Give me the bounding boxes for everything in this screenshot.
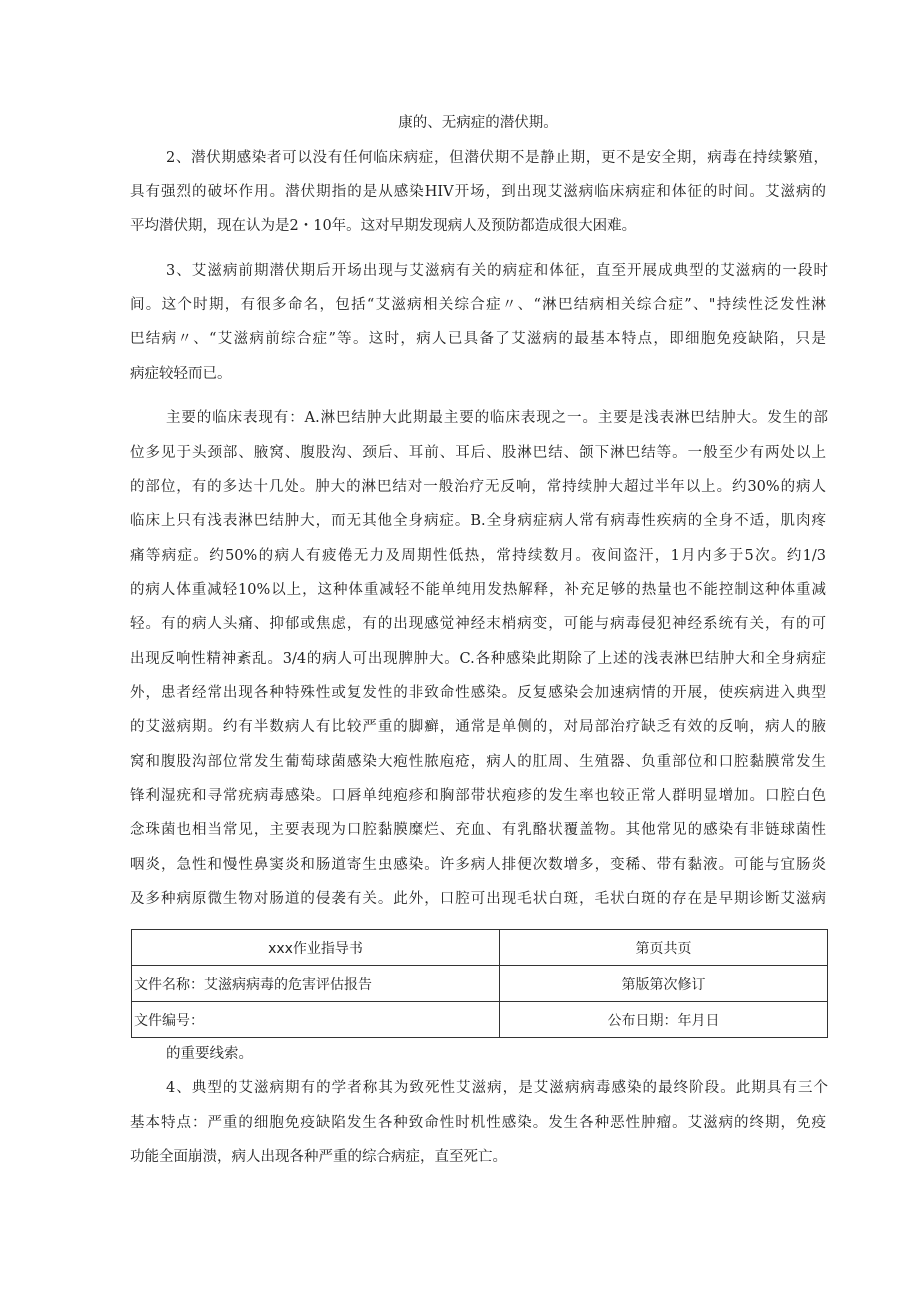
table-row xyxy=(132,966,828,1002)
text-line: 3、艾滋病前期潜伏期后开场出现与艾滋病有关的病症和体征，直至开展成典型的艾滋病的一段时 xyxy=(166,263,828,279)
text-line: 2、潜伏期感染者可以没有任何临床病症，但潜伏期不是静止期，更不是安全期，病毒在持续繁殖， xyxy=(166,150,828,166)
text-line: 康的、无病症的潜伏期。 xyxy=(398,115,558,131)
text-line: 的部位，有的多达十几处。肿大的淋巴结对一般治疗无反响，常持续肿大超过半年以上。约30%的病人 xyxy=(130,479,826,495)
text-line: 外，患者经常出现各种特殊性或复发性的非致命性感染。反复感染会加速病情的开展，使疾病进入典型 xyxy=(130,685,826,701)
text-line: 锋利湿疣和寻常疣病毒感染。口唇单纯疱疹和胸部带状疱疹的发生率也较正常人群明显增加。口腔白色 xyxy=(130,788,826,804)
text-line: 基本特点：严重的细胞免疫缺陷发生各种致命性时机性感染。发生各种恶性肿瘤。艾滋病的终期，免疫 xyxy=(130,1115,826,1131)
file-name-cell: 文件名称：艾滋病病毒的危害评估报告 xyxy=(132,966,500,1002)
text-line: 4、典型的艾滋病期有的学者称其为致死性艾滋病，是艾滋病病毒感染的最终阶段。此期具有三个 xyxy=(166,1080,828,1096)
document-title-cell: xxx作业指导书 xyxy=(132,930,500,966)
text-line: 痛等病症。约50%的病人有疲倦无力及周期性低热，常持续数月。夜间盗汗，1月内多于5次。约1/3 xyxy=(130,548,826,564)
revision-cell: 第版第次修订 xyxy=(500,966,828,1002)
text-line: 窝和腹股沟部位常发生葡萄球菌感染大疱性脓庖疮，病人的肛周、生殖器、负重部位和口腔黏膜常发生 xyxy=(130,754,826,770)
table-row xyxy=(132,1002,828,1038)
table-row xyxy=(132,930,828,966)
text-line: 具有强烈的破坏作用。潜伏期指的是从感染HIV开场，到出现艾滋病临床病症和体征的时间。艾滋病的 xyxy=(130,184,826,200)
text-line: 念珠菌也相当常见，主要表现为口腔黏膜糜烂、充血、有乳酪状覆盖物。其他常见的感染有非链球菌性 xyxy=(130,822,826,838)
text-line: 出现反响性精神紊乱。3/4的病人可出现脾肿大。C.各种感染此期除了上述的浅表淋巴结肿大和全身病症 xyxy=(130,651,826,667)
text-line: 功能全面崩溃，病人出现各种严重的综合病症，直至死亡。 xyxy=(130,1149,507,1165)
text-line: 巴结病〃、“艾滋病前综合症”等。这时，病人已具备了艾滋病的最基本特点，即细胞免疫缺陷，只是 xyxy=(130,331,826,347)
publish-date-cell: 公布日期：年月日 xyxy=(500,1002,828,1038)
text-line: 主要的临床表现有：A.淋巴结肿大此期最主要的临床表现之一。主要是浅表淋巴结肿大。发生的部 xyxy=(166,410,828,426)
text-line: 及多种病原微生物对肠道的侵袭有关。此外，口腔可出现毛状白斑，毛状白斑的存在是早期诊断艾滋病 xyxy=(130,891,826,907)
text-line: 的艾滋病期。约有半数病人有比较严重的脚癣，通常是单侧的，对局部治疗缺乏有效的反响，病人的腋 xyxy=(130,719,826,735)
file-number-cell: 文件编号： xyxy=(132,1002,500,1038)
page-info-cell: 第页共页 xyxy=(500,930,828,966)
text-line: 平均潜伏期，现在认为是2・10年。这对早期发现病人及预防都造成很大困难。 xyxy=(130,218,637,234)
text-line: 的病人体重减轻10%以上，这种体重减轻不能单纯用发热解释，补充足够的热量也不能控制这种体重减 xyxy=(130,582,826,598)
text-line: 的重要线索。 xyxy=(166,1046,253,1062)
text-line: 间。这个时期，有很多命名，包括“艾滋病相关综合症〃、“淋巴结病相关综合症”、"持续性泛发性淋 xyxy=(130,297,826,313)
text-line: 轻。有的病人头痛、抑郁或焦虑，有的出现感觉神经末梢病变，可能与病毒侵犯神经系统有关，有的可 xyxy=(130,616,826,632)
text-line: 临床上只有浅表淋巴结肿大，而无其他全身病症。B.全身病症病人常有病毒性疾病的全身不适，肌肉疼 xyxy=(130,513,826,529)
text-line: 病症较轻而已。 xyxy=(130,366,232,382)
document-footer-table xyxy=(131,929,828,1038)
text-line: 咽炎，急性和慢性鼻窦炎和肠道寄生虫感染。许多病人排便次数增多，变稀、带有黏液。可能与宜肠炎 xyxy=(130,857,826,873)
text-line: 位多见于头颈部、腋窝、腹股沟、颈后、耳前、耳后、股淋巴结、颌下淋巴结等。一般至少有两处以上 xyxy=(130,445,826,461)
